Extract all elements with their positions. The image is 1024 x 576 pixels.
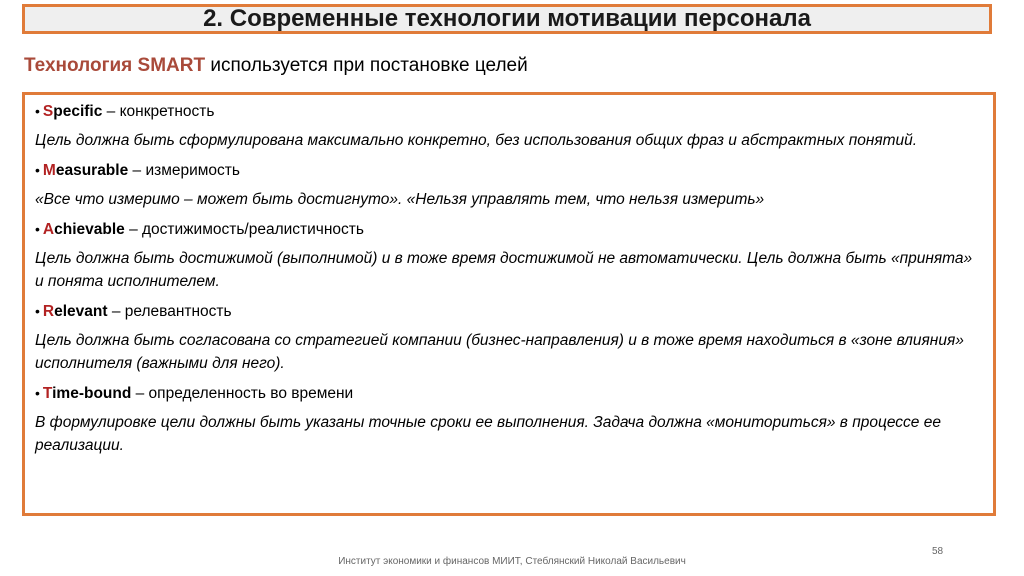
- bullet-icon: •: [35, 221, 40, 237]
- item-meaning: – достижимость/реалистичность: [124, 221, 364, 238]
- item-meaning: – релевантность: [107, 303, 232, 320]
- item-description: Цель должна быть сформулирована максимально конкретно, без использования общих фраз и абстрактных понятий.: [35, 132, 918, 149]
- bullet-icon: •: [35, 385, 40, 401]
- smart-item-time-bound: [35, 383, 981, 457]
- item-description: Цель должна быть достижимой (выполнимой) и в тоже время достижимой не автоматически. Цель должна быть «принята» и понята исполнителем.: [35, 250, 973, 290]
- item-term: chievable: [54, 221, 125, 238]
- smart-item-achievable: [35, 219, 981, 293]
- slide-subtitle: [24, 55, 528, 77]
- item-initial: R: [42, 303, 55, 320]
- item-description: «Все что измеримо – может быть достигнуто». «Нельзя управлять тем, что нельзя измерить»: [35, 191, 765, 208]
- item-term: ime-bound: [52, 385, 132, 402]
- item-meaning: – измеримость: [128, 162, 240, 179]
- item-heading: [35, 301, 981, 321]
- item-description: В формулировке цели должны быть указаны точные сроки ее выполнения. Задача должна «мониториться» в процессе ее реализации.: [35, 414, 941, 454]
- smart-item-specific: [35, 101, 981, 152]
- item-term: pecific: [53, 103, 103, 120]
- slide-title-box: [22, 4, 992, 34]
- slide-footer: Институт экономики и финансов МИИТ, Стеблянский Николай Васильевич: [338, 556, 686, 567]
- item-initial: M: [42, 162, 56, 179]
- item-initial: S: [42, 103, 54, 120]
- item-heading: [35, 101, 981, 121]
- page-number: 58: [932, 546, 944, 557]
- item-term: easurable: [55, 162, 129, 179]
- bullet-icon: •: [35, 303, 40, 319]
- bullet-icon: •: [35, 162, 40, 178]
- item-meaning: – определенность во времени: [131, 385, 354, 402]
- subtitle-text: используется при постановке целей: [205, 55, 528, 76]
- item-initial: A: [42, 221, 55, 238]
- item-heading: [35, 160, 981, 180]
- smart-item-relevant: [35, 301, 981, 375]
- item-initial: T: [42, 385, 53, 402]
- item-heading: [35, 219, 981, 239]
- item-meaning: – конкретность: [102, 103, 215, 120]
- smart-content-box: [22, 92, 996, 516]
- slide-title: 2. Современные технологии мотивации персонала: [203, 5, 811, 32]
- smart-item-measurable: [35, 160, 981, 211]
- bullet-icon: •: [35, 103, 40, 119]
- subtitle-accent: Технология SMART: [24, 55, 206, 76]
- item-heading: [35, 383, 981, 403]
- item-description: Цель должна быть согласована со стратегией компании (бизнес-направления) и в тоже время находиться в «зоне влияния» исполнителя (важными для него).: [35, 332, 964, 372]
- item-term: elevant: [54, 303, 108, 320]
